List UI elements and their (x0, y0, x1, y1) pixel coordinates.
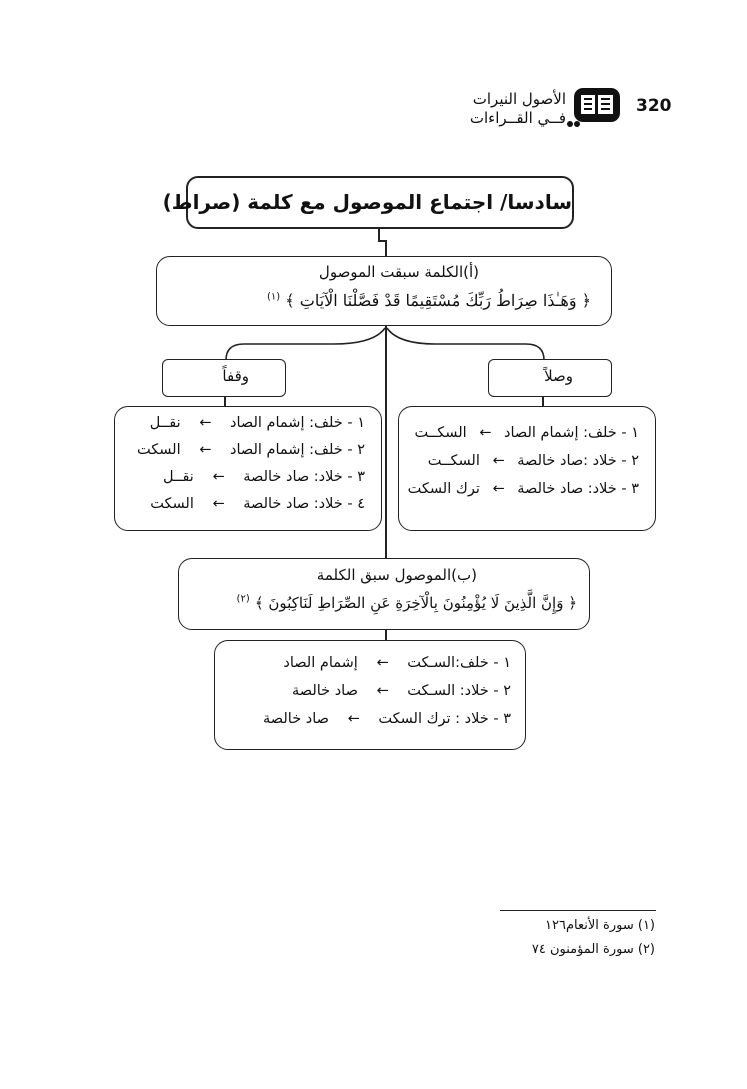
section-b-rows-box (214, 640, 526, 750)
section-b-row-2-result: صاد خالصة (291, 683, 358, 699)
section-b-row-3 (259, 711, 515, 727)
waqf-row-2-name: ٢ - خلف: إشمام الصاد (230, 442, 365, 458)
wasl-row-2-result: السكــت (427, 453, 480, 469)
waqf-row-3-result: نقــل (163, 469, 194, 485)
section-b-ref: (٢) (236, 593, 250, 605)
waqf-row-3-name: ٣ - خلاد: صاد خالصة (243, 469, 365, 485)
waqf-label: وقفاً (222, 367, 249, 385)
main-title: سادسا/ اجتماع الموصول مع كلمة (صراط) (162, 190, 572, 214)
wasl-row-1-result: السكــت (414, 425, 467, 441)
section-b-verse: ﴿ وَإِنَّ الَّذِينَ لَا يُؤْمِنُونَ بِالْآخِرَةِ عَنِ الصِّرَاطِ لَنَاكِبُونَ ﴾ (254, 594, 577, 612)
section-a-verse: ﴿ وَهَـٰذَا صِرَاطُ رَبِّكَ مُسْتَقِيمًا قَدْ فَصَّلْنَا الْآيَاتِ ﴾ (285, 291, 591, 310)
section-a-box (156, 256, 612, 326)
waqf-row-2 (133, 442, 369, 458)
section-b-verse-line (237, 593, 577, 612)
waqf-row-4-name: ٤ - خلاد: صاد خالصة (243, 496, 365, 512)
arrow-icon: ← (347, 711, 360, 727)
arrow-icon: ← (479, 425, 492, 441)
wasl-label-box (488, 359, 612, 397)
section-a-verse-line (267, 291, 591, 310)
wasl-row-3-name: ٣ - خلاد: صاد خالصة (517, 481, 639, 497)
section-a-title: (أ)الكلمة سبقت الموصول (318, 263, 479, 281)
arrow-icon: ← (492, 481, 505, 497)
wasl-row-2 (424, 453, 643, 469)
section-b-box (178, 558, 590, 630)
wasl-row-2-name: ٢ - خلاد :صاد خالصة (517, 453, 639, 469)
section-b-row-1-name: ١ - خلف:السـكت (407, 655, 511, 671)
arrow-icon: ← (199, 415, 212, 431)
header-title (440, 90, 566, 128)
wasl-row-3 (404, 481, 643, 497)
wasl-row-3-result: ترك السكت (407, 481, 480, 497)
footnote-1: (١) سورة الأنعام١٢٦ (545, 918, 655, 933)
waqf-row-1-name: ١ - خلف: إشمام الصاد (230, 415, 365, 431)
book-logo-icon (566, 84, 630, 136)
section-b-row-3-name: ٣ - خلاد : ترك السكت (378, 711, 511, 727)
arrow-icon: ← (199, 442, 212, 458)
section-b-row-1-result: إشمام الصاد (283, 655, 358, 671)
page-number: 320 (636, 96, 672, 116)
section-b-row-3-result: صاد خالصة (263, 711, 329, 727)
waqf-row-1-result: نقــل (149, 415, 181, 431)
arrow-icon: ← (376, 683, 389, 699)
header-title-line2: فــي القــراءات (469, 109, 566, 127)
main-title-box (162, 176, 574, 229)
section-a-ref: (١) (267, 291, 281, 303)
waqf-row-4-result: السكت (150, 496, 194, 512)
arrow-icon: ← (212, 469, 225, 485)
waqf-row-3 (159, 469, 369, 485)
wasl-box (398, 406, 656, 531)
waqf-row-2-result: السكت (137, 442, 181, 458)
wasl-row-1 (411, 425, 643, 441)
arrow-icon: ← (376, 655, 389, 671)
waqf-label-box (162, 359, 286, 397)
footnote-divider (500, 910, 656, 911)
waqf-box (114, 406, 382, 531)
footnote-2: (٢) سورة المؤمنون ٧٤ (531, 942, 655, 957)
wasl-row-1-name: ١ - خلف: إشمام الصاد (504, 425, 639, 441)
section-b-row-2-name: ٢ - خلاد: السـكت (407, 683, 511, 699)
wasl-label: وصلاً (544, 367, 573, 385)
arrow-icon: ← (492, 453, 505, 469)
arrow-icon: ← (212, 496, 225, 512)
section-b-row-1 (279, 655, 515, 671)
section-b-title: (ب)الموصول سبق الكلمة (316, 566, 477, 584)
section-b-row-2 (288, 683, 515, 699)
waqf-row-1 (146, 415, 369, 431)
header-title-line1: الأصول النيرات (472, 90, 566, 108)
waqf-row-4 (146, 496, 369, 512)
